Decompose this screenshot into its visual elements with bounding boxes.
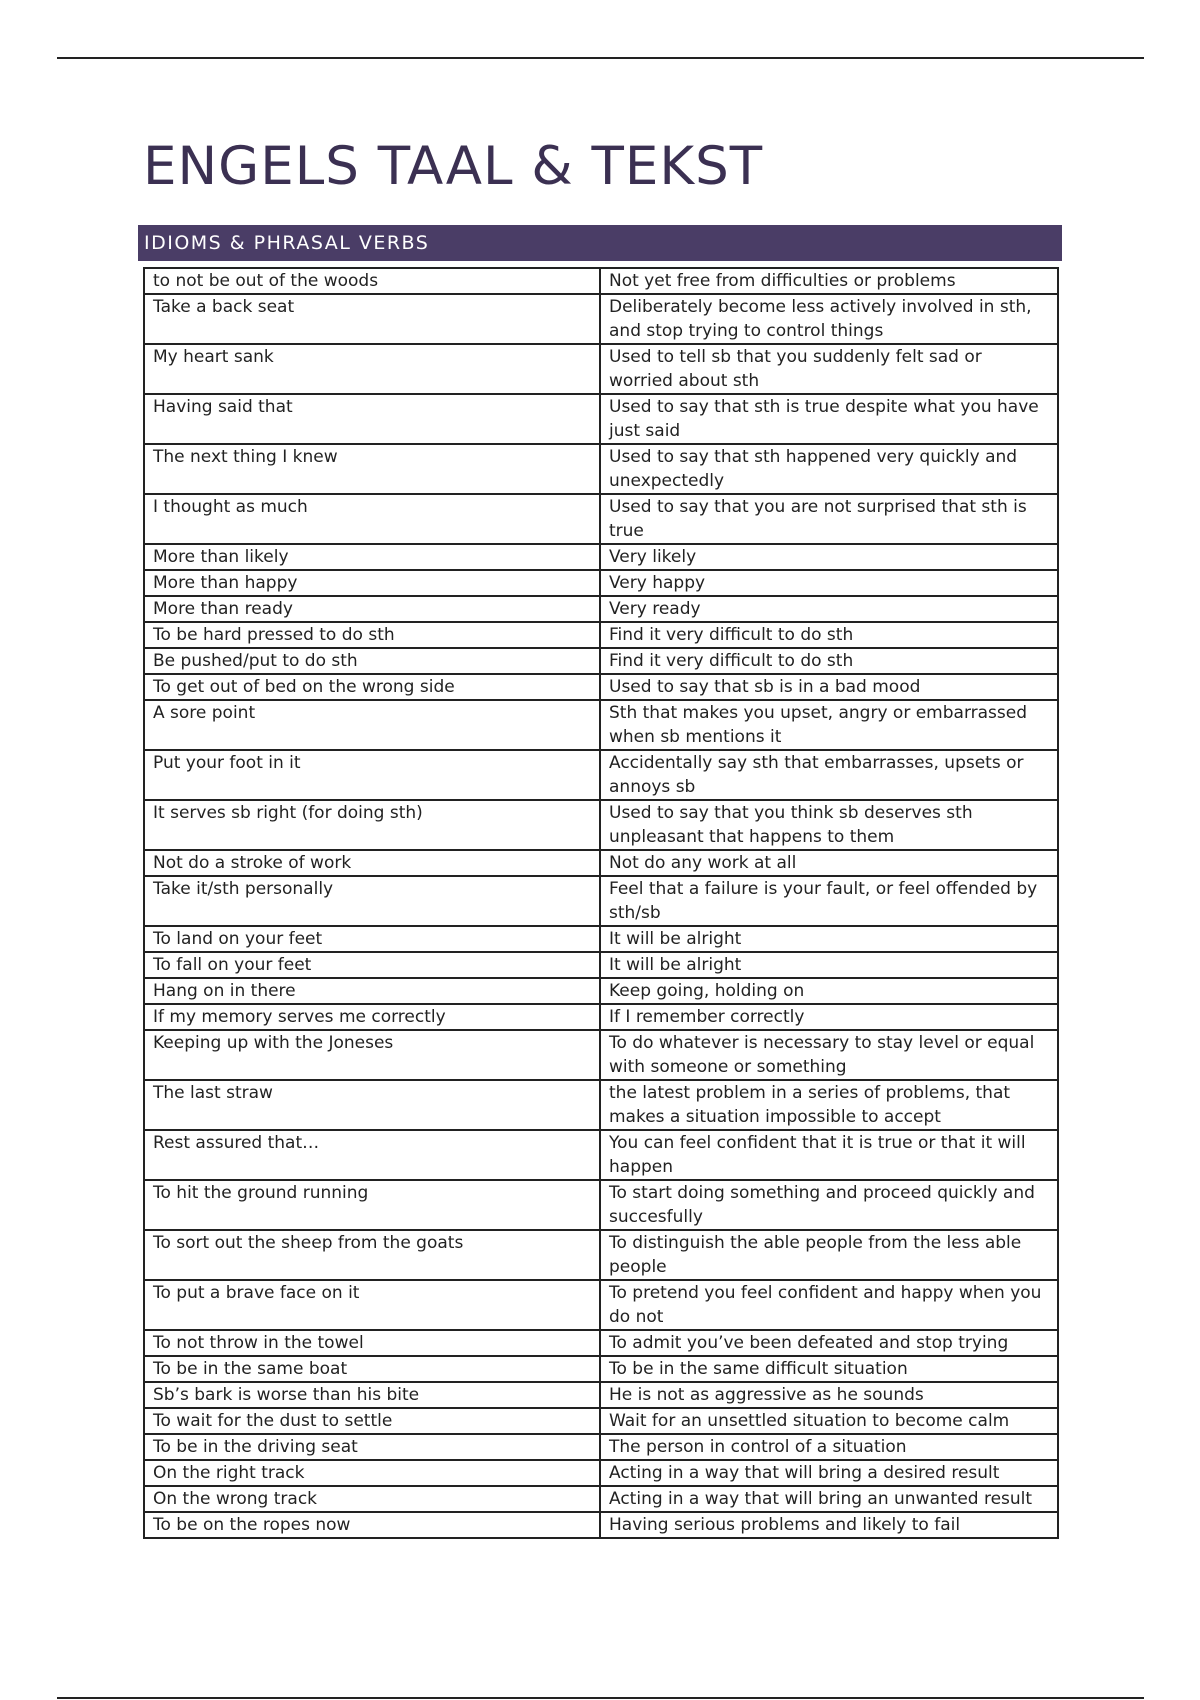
table-row: [144, 674, 1058, 700]
idiom-cell: Not do a stroke of work: [144, 850, 600, 876]
table-row: [144, 1460, 1058, 1486]
table-row: [144, 850, 1058, 876]
meaning-cell: the latest problem in a series of problems, that makes a situation impossible to accept: [600, 1080, 1058, 1130]
idiom-cell: To not throw in the towel: [144, 1330, 600, 1356]
idiom-cell: More than happy: [144, 570, 600, 596]
meaning-cell: He is not as aggressive as he sounds: [600, 1382, 1058, 1408]
table-row: [144, 750, 1058, 800]
meaning-cell: Acting in a way that will bring an unwanted result: [600, 1486, 1058, 1512]
table-row: [144, 1434, 1058, 1460]
table-row: [144, 344, 1058, 394]
idiom-cell: More than ready: [144, 596, 600, 622]
meaning-cell: Used to say that you are not surprised that sth is true: [600, 494, 1058, 544]
idiom-cell: It serves sb right (for doing sth): [144, 800, 600, 850]
idiom-cell: To be on the ropes now: [144, 1512, 600, 1538]
idiom-cell: Take a back seat: [144, 294, 600, 344]
meaning-cell: Having serious problems and likely to fail: [600, 1512, 1058, 1538]
idiom-cell: Having said that: [144, 394, 600, 444]
idiom-cell: To be in the driving seat: [144, 1434, 600, 1460]
meaning-cell: You can feel confident that it is true or that it will happen: [600, 1130, 1058, 1180]
meaning-cell: Very ready: [600, 596, 1058, 622]
idioms-table-body: [144, 268, 1058, 1538]
table-row: [144, 294, 1058, 344]
table-row: [144, 700, 1058, 750]
idiom-cell: If my memory serves me correctly: [144, 1004, 600, 1030]
meaning-cell: To do whatever is necessary to stay level or equal with someone or something: [600, 1030, 1058, 1080]
idiom-cell: To land on your feet: [144, 926, 600, 952]
idiom-cell: Put your foot in it: [144, 750, 600, 800]
table-row: [144, 1382, 1058, 1408]
meaning-cell: Very happy: [600, 570, 1058, 596]
meaning-cell: To be in the same difficult situation: [600, 1356, 1058, 1382]
table-row: [144, 394, 1058, 444]
meaning-cell: Very likely: [600, 544, 1058, 570]
idiom-cell: Be pushed/put to do sth: [144, 648, 600, 674]
meaning-cell: To pretend you feel confident and happy when you do not: [600, 1280, 1058, 1330]
idiom-cell: Keeping up with the Joneses: [144, 1030, 600, 1080]
meaning-cell: Used to say that sb is in a bad mood: [600, 674, 1058, 700]
bottom-rule: [57, 1697, 1144, 1699]
idiom-cell: The next thing I knew: [144, 444, 600, 494]
meaning-cell: Used to say that you think sb deserves sth unpleasant that happens to them: [600, 800, 1058, 850]
table-row: [144, 978, 1058, 1004]
meaning-cell: It will be alright: [600, 952, 1058, 978]
meaning-cell: Used to say that sth happened very quickly and unexpectedly: [600, 444, 1058, 494]
table-row: [144, 1280, 1058, 1330]
idioms-table: [143, 267, 1059, 1539]
table-row: [144, 800, 1058, 850]
table-row: [144, 1486, 1058, 1512]
meaning-cell: To admit you’ve been defeated and stop trying: [600, 1330, 1058, 1356]
idiom-cell: To sort out the sheep from the goats: [144, 1230, 600, 1280]
idiom-cell: More than likely: [144, 544, 600, 570]
idiom-cell: to not be out of the woods: [144, 268, 600, 294]
idiom-cell: Sb’s bark is worse than his bite: [144, 1382, 600, 1408]
meaning-cell: Not yet free from difficulties or problems: [600, 268, 1058, 294]
meaning-cell: Acting in a way that will bring a desired result: [600, 1460, 1058, 1486]
table-row: [144, 1230, 1058, 1280]
meaning-cell: Find it very difficult to do sth: [600, 648, 1058, 674]
meaning-cell: Used to tell sb that you suddenly felt sad or worried about sth: [600, 344, 1058, 394]
meaning-cell: Accidentally say sth that embarrasses, upsets or annoys sb: [600, 750, 1058, 800]
meaning-cell: Find it very difficult to do sth: [600, 622, 1058, 648]
table-row: [144, 926, 1058, 952]
table-row: [144, 1512, 1058, 1538]
meaning-cell: Feel that a failure is your fault, or feel offended by sth/sb: [600, 876, 1058, 926]
idiom-cell: Rest assured that…: [144, 1130, 600, 1180]
idiom-cell: To put a brave face on it: [144, 1280, 600, 1330]
meaning-cell: Sth that makes you upset, angry or embarrassed when sb mentions it: [600, 700, 1058, 750]
table-row: [144, 1180, 1058, 1230]
idiom-cell: The last straw: [144, 1080, 600, 1130]
table-row: [144, 570, 1058, 596]
idiom-cell: I thought as much: [144, 494, 600, 544]
meaning-cell: Keep going, holding on: [600, 978, 1058, 1004]
table-row: [144, 544, 1058, 570]
idiom-cell: To hit the ground running: [144, 1180, 600, 1230]
meaning-cell: The person in control of a situation: [600, 1434, 1058, 1460]
table-row: [144, 596, 1058, 622]
table-row: [144, 1130, 1058, 1180]
idiom-cell: A sore point: [144, 700, 600, 750]
table-row: [144, 1080, 1058, 1130]
top-rule: [57, 57, 1144, 59]
table-row: [144, 622, 1058, 648]
table-row: [144, 876, 1058, 926]
meaning-cell: It will be alright: [600, 926, 1058, 952]
idiom-cell: My heart sank: [144, 344, 600, 394]
idiom-cell: On the wrong track: [144, 1486, 600, 1512]
idiom-cell: On the right track: [144, 1460, 600, 1486]
meaning-cell: Deliberately become less actively involved in sth, and stop trying to control things: [600, 294, 1058, 344]
meaning-cell: To distinguish the able people from the less able people: [600, 1230, 1058, 1280]
document-title: ENGELS TAAL & TEKST: [143, 136, 764, 197]
table-row: [144, 1004, 1058, 1030]
table-row: [144, 1356, 1058, 1382]
meaning-cell: Not do any work at all: [600, 850, 1058, 876]
meaning-cell: If I remember correctly: [600, 1004, 1058, 1030]
meaning-cell: Used to say that sth is true despite what you have just said: [600, 394, 1058, 444]
idiom-cell: Take it/sth personally: [144, 876, 600, 926]
idiom-cell: Hang on in there: [144, 978, 600, 1004]
idiom-cell: To be hard pressed to do sth: [144, 622, 600, 648]
meaning-cell: To start doing something and proceed quickly and succesfully: [600, 1180, 1058, 1230]
table-row: [144, 648, 1058, 674]
idiom-cell: To be in the same boat: [144, 1356, 600, 1382]
idiom-cell: To fall on your feet: [144, 952, 600, 978]
table-row: [144, 494, 1058, 544]
idiom-cell: To get out of bed on the wrong side: [144, 674, 600, 700]
idiom-cell: To wait for the dust to settle: [144, 1408, 600, 1434]
table-row: [144, 1030, 1058, 1080]
table-row: [144, 268, 1058, 294]
table-row: [144, 1330, 1058, 1356]
table-row: [144, 952, 1058, 978]
table-row: [144, 1408, 1058, 1434]
table-row: [144, 444, 1058, 494]
section-heading: IDIOMS & PHRASAL VERBS: [138, 225, 1062, 261]
meaning-cell: Wait for an unsettled situation to become calm: [600, 1408, 1058, 1434]
